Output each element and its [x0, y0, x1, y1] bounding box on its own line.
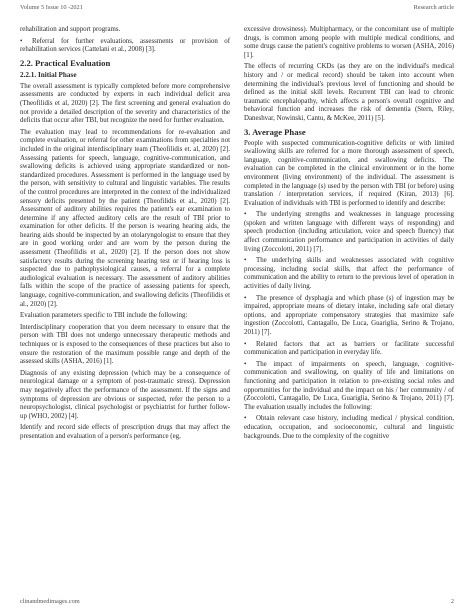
- bullet-item: [244, 361, 454, 413]
- bullet-icon: •: [20, 37, 23, 45]
- paragraph: People with suspected communication-cognitive deficits or with limited swallowing skills are referred for a more thorough assessment of speech, language, cognitive-communication, and swallowing deficits. The evaluation can be completed in the clinical environment or in the home environment (living environment) of the individual. The assessment is completed in the language (s) used by the person with TBI (or before) using translation / interpretation services, if required (Kiran, 2013) [6]. Evaluation of individuals with TBI is performed to identify and describe:: [244, 139, 454, 207]
- bullet-text: The underlying skills and weaknesses associated with cognitive processing, including social skills, that affect the performance of communication and the ability to return to the previous level of operation in activities of daily living.: [244, 257, 454, 291]
- site-url: clinandmedimages.com: [20, 598, 80, 605]
- paragraph: The overall assessment is typically completed before more comprehensive assessments are conducted by experts in each individual deficit area (Theofilidis et al, 2020) [2]. The first screening and general evaluation do not provide a detailed description of the severity and characteristics of the deficits that occur after TBI, but recognize the need for further evaluation.: [20, 82, 230, 125]
- section-heading: 3. Average Phase: [244, 126, 306, 137]
- subsection-heading: 2.2.1. Initial Phase: [20, 70, 77, 79]
- bullet-icon: •: [244, 360, 247, 368]
- right-column: [244, 26, 454, 444]
- section-heading: 2.2. Practical Evaluation: [20, 57, 111, 68]
- paragraph: Interdisciplinary cooperation that you deem necessary to ensure that the person with TBI does not undergo unnecessary therapeutic methods and techniques or is exposed to the consequences of these practices but also to ensure the restoration of the maximum possible range and depth of the assessed skills (ASHA, 2016) [1].: [20, 323, 230, 366]
- paragraph: Diagnosis of any existing depression (which may be a consequence of neurological damage or a symptom of post-traumatic stress). Depression may negatively affect the performance of the assessment. If the signs and symptoms of depression are obvious or suspected, refer the person to a neuropsychologist, clinical psychologist or psychiatrist for further follow-up (WHO, 2002) [4].: [20, 369, 230, 420]
- bullet-icon: •: [244, 415, 247, 423]
- paragraph: Identify and record side effects of prescription drugs that may affect the presentation and evaluation of a person's performance (eg,: [20, 424, 230, 440]
- bullet-icon: •: [244, 211, 247, 219]
- bullet-text: Obtain relevant case history, including medical / physical condition, education, occupation, and socioeconomic, cultural and linguistic backgrounds. Due to the complexity of the cognitive: [244, 415, 454, 440]
- paragraph: The evaluation may lead to recommendations for re-evaluation and complete evaluation, or referral for other examinations from specialties not included in the original interdisciplinary team (Theofilidis et. al, 2020) [2]. Assessing patients for speech, language, cognitive-communication, and swallowing deficits is achieved using appropriate standardized or non-standardized procedures. Assessment is performed in the language used by the person, with sensitivity to cultural and linguistic variables. The results of the control procedures are interpreted in the context of the individualized sensory deficits presented by the patient (Theofilidis et al., 2020) [2]. Assessment of auditory abilities requires the patient's ear examination to determine if any affected auditory cells are the result of TBI prior to examination for other deficits. If the person is wearing hearing aids, the hearing aids should be inspected by an otolaryngologist to ensure that they are in good working order and are worn by the person during the assessment (Theofilidis et al., 2020) [2]. If the person does not show satisfactory results during the screening hearing test or if hearing loss is suspected due to pathophysiological causes, a referral for a complete audiological evaluation is necessary. The assessment of auditory abilities falls within the scope of the practice of assessing patients for speech, language, cognitive-communication, and swallowing deficits (Theofilidis et al., 2020) [2].: [20, 128, 230, 308]
- page-footer: [20, 598, 454, 608]
- page-header: [20, 4, 454, 16]
- bullet-text: The impact of impairments on speech, language, cognitive-communication and swallowing, on quality of life and limitations on functioning and participation in relation to pre-existing social roles and opportunities for the individual and the impact on his / her community / of (Zoccolotti, Cantagallo, De Luca, Guariglia, Serino & Trojano, 2011) [7]. The evaluation usually includes the following:: [244, 360, 454, 411]
- bullet-item: [244, 257, 454, 291]
- bullet-item: [244, 295, 454, 338]
- bullet-icon: •: [244, 294, 247, 302]
- paragraph: The effects of recurring CKDs (as they are on the individual's medical history and / or medical record) should be taken into account when determining the individual's previous level of functioning and should be defined as the initial skill levels. Recurrent TBI can lead to chronic traumatic encephalopathy, which affects a person's overall cognitive and behavioral function and increases the risk of dementia (Stern, Riley, Daneshvar, Nowinski, Cantu, & McKee, 2011) [5].: [244, 63, 454, 122]
- bullet-item: [20, 38, 230, 55]
- bullet-item: [244, 341, 454, 358]
- bullet-text: Related factors that act as barriers or facilitate successful communication and participation in everyday life.: [244, 340, 454, 357]
- paragraph: rehabilitation and support programs.: [20, 26, 121, 33]
- paragraph: excessive drowsiness). Multipharmacy, or the concomitant use of multiple drugs, is common among people with multiple medical conditions, and some drugs cause the patient's cognitive problems to worsen (ASHA, 2016) [1].: [244, 26, 454, 59]
- bullet-icon: •: [244, 257, 247, 265]
- bullet-text: Referral for further evaluations, assessments or provision of rehabilitation services (Cattelani et al., 2008) [3].: [20, 37, 230, 54]
- journal-volume: Volume 5 Issue 10 -2021: [20, 4, 83, 11]
- bullet-item: [244, 211, 454, 254]
- page-number: 2: [450, 598, 454, 605]
- article-type: Research article: [413, 4, 454, 11]
- bullet-text: The underlying strengths and weaknesses in language processing (spoken and written language with different ways of responding) and speech production (including articulation, voice and speech fluency) that affect communication performance and participation in activities of daily living (Zoccolotti, 2011) [7].: [244, 211, 454, 253]
- bullet-icon: •: [244, 340, 247, 348]
- bullet-item: [244, 415, 454, 441]
- left-column: [20, 26, 230, 445]
- bullet-text: The presence of dysphagia and which phase (s) of ingestion may be impaired, appropriate means of dietary intake, including safe oral dietary options, and appropriate compensatory strategies that maximize safe ingestion (Zoccolotti, Cantagallo, De Luca, Guariglia, Serino & Trojano, 2011) [7].: [244, 294, 454, 336]
- paragraph: Evaluation parameters specific to TBI include the following:: [20, 312, 188, 320]
